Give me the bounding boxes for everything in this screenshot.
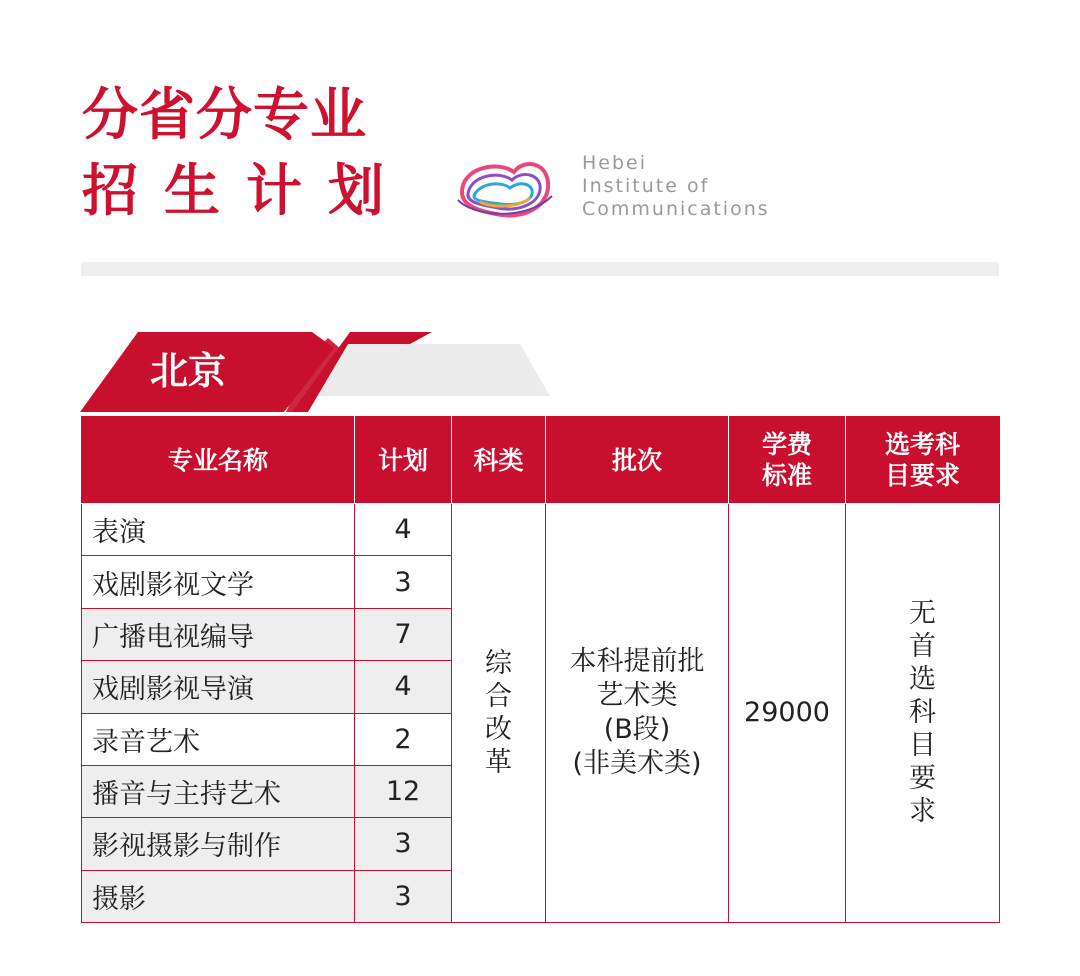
plan-count: 7 [355, 608, 452, 660]
header-batch: 批次 [546, 417, 729, 504]
subject-requirement-cell [846, 504, 1000, 923]
header-divider [81, 262, 999, 276]
major-name: 摄影 [82, 870, 355, 922]
batch-line: (非美术类) [572, 748, 702, 779]
plan-count: 3 [355, 818, 452, 870]
header-major: 专业名称 [82, 417, 355, 504]
plan-count: 12 [355, 765, 452, 817]
major-name: 戏剧影视导演 [82, 661, 355, 713]
plan-count: 4 [355, 504, 452, 556]
page-title-line-2: 招生计划 [82, 159, 410, 224]
batch-line: (B段) [603, 714, 671, 745]
plan-count: 3 [355, 556, 452, 608]
batch-line: 本科提前批 [569, 646, 705, 677]
fee-cell [729, 504, 846, 923]
major-name: 录音艺术 [82, 713, 355, 765]
batch-line: 艺术类 [596, 680, 678, 711]
category-text: 综合改革 [485, 647, 512, 778]
header-subject-requirement: 选考科 目要求 [846, 417, 1000, 504]
plan-count: 3 [355, 870, 452, 922]
school-logo [452, 150, 558, 226]
header-category: 科类 [452, 417, 546, 504]
region-name: 北京 [150, 349, 227, 393]
logo-text-line: Communications [582, 198, 770, 220]
enrollment-plan-table [81, 416, 1000, 923]
plan-count: 2 [355, 713, 452, 765]
category-cell [452, 504, 546, 923]
header-plan: 计划 [355, 417, 452, 504]
header-fee: 学费 标准 [729, 417, 846, 504]
subject-requirement-text: 无首选科目要求 [909, 598, 936, 827]
major-name: 广播电视编导 [82, 608, 355, 660]
major-name: 表演 [82, 504, 355, 556]
school-name-english [582, 152, 770, 221]
page-title-line-1: 分省分专业 [82, 83, 367, 148]
logo-text-line: Hebei [582, 152, 648, 174]
major-name: 戏剧影视文学 [82, 556, 355, 608]
table-row [82, 504, 1000, 556]
batch-cell [546, 504, 729, 923]
fee-value: 29000 [744, 697, 830, 728]
logo-text-line: Institute of [582, 175, 710, 197]
plan-count: 4 [355, 661, 452, 713]
table-header-row [82, 417, 1000, 504]
major-name: 影视摄影与制作 [82, 818, 355, 870]
major-name: 播音与主持艺术 [82, 765, 355, 817]
